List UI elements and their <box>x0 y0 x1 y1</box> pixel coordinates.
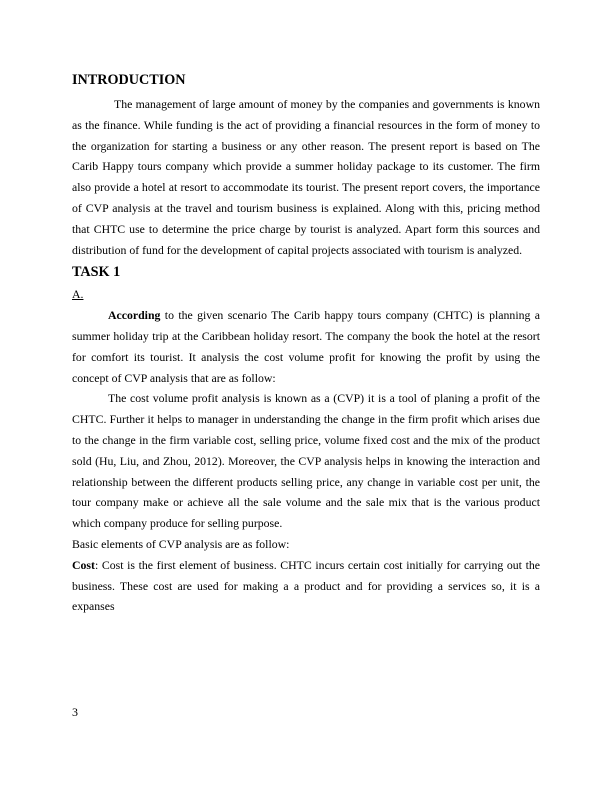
document-page <box>72 70 540 617</box>
introduction-heading: INTRODUCTION <box>72 72 186 88</box>
task1-paragraph-1-text: to the given scenario The Carib happy tours company (CHTC) is planning a summer holiday trip at the Caribbean holiday resort. The company the book the hotel at the resort for comfort its tourist. It analysis the cost volume profit for knowing the profit by using the concept of CVP analysis that are as follow: <box>72 308 540 385</box>
task1-paragraph-1-bold: According <box>108 308 161 323</box>
task1-heading: TASK 1 <box>72 264 121 281</box>
cost-definition: : Cost is the first element of business. CHTC incurs certain cost initially for carrying out the business. These cost are used for making a a product and for providing a services so, it is a expanses <box>72 557 540 614</box>
cost-term: Cost <box>72 557 95 572</box>
task1-paragraph-2: The cost volume profit analysis is known as a (CVP) it is a tool of planing a profit of the CHTC. Further it helps to manager in understanding the change in the firm profit which arises due to the change in the firm variable cost, selling price, volume fixed cost and the mix of the product sold (Hu, Liu, and Zhou, 2012). Moreover, the CVP analysis helps in knowing the interaction and relationship between the different products selling price, any change in variable cost per unit, the tour company make or achieve all the sale volume and the sale mix that is the various product which company produce for selling purpose. <box>72 391 540 531</box>
task1-paragraph-3: Basic elements of CVP analysis are as follow: <box>72 536 290 551</box>
introduction-paragraph: The management of large amount of money by the companies and governments is known as the finance. While funding is the act of providing a financial resources in the form of money to the organization for starting a business or any other reason. The present report is based on The Carib Happy tours company which provide a summer holiday package to its customer. The firm also provide a hotel at resort to accommodate its tourist. The present report covers, the importance of CVP analysis at the travel and tourism business is explained. Along with this, pricing method that CHTC use to determine the price charge by tourist is analyzed. Apart form this sources and distribution of fund for the development of capital projects associated with tourism is analyzed. <box>72 97 540 257</box>
task1-paragraph-1 <box>72 305 540 388</box>
page-number: 3 <box>72 705 78 719</box>
task1-paragraph-4 <box>72 555 540 617</box>
task1-sub-label: A. <box>72 287 84 302</box>
